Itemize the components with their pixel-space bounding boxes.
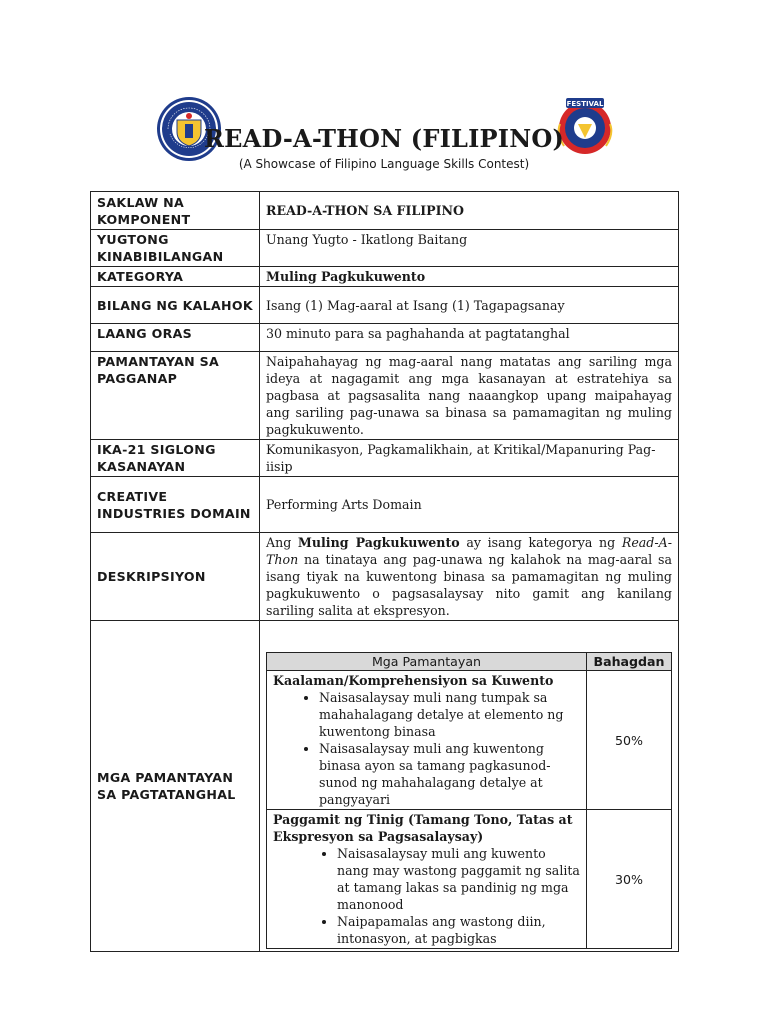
label-saklaw: SAKLAW NA KOMPONENT <box>91 192 260 230</box>
value-yugto: Unang Yugto - Ikatlong Baitang <box>260 230 679 267</box>
label-oras: LAANG ORAS <box>91 324 260 352</box>
page-subtitle: (A Showcase of Filipino Language Skills Contest) <box>238 157 530 171</box>
value-pagtatanghal <box>260 621 679 952</box>
desc-prefix: Ang <box>266 535 298 550</box>
criteria-title: Kaalaman/Komprehensiyon sa Kuwento <box>273 673 554 688</box>
criteria-header: Mga Pamantayan <box>267 653 587 671</box>
label-kategorya: KATEGORYA <box>91 267 260 287</box>
criteria-cell <box>267 671 587 810</box>
desc-suffix: na tinataya ang pag-unawa ng kalahok na mag-aaral sa isang tiyak na kuwentong binasa sa pamamagitan ng muling pagkukuwento o pagsasalaysay nito gamit ang kanilang sariling salita at ekspresyon. <box>266 552 672 618</box>
row-saklaw <box>91 192 679 230</box>
desc-italic: Read-A-Thon <box>266 535 672 567</box>
row-pamantayan <box>91 352 679 440</box>
criteria-percent: 50% <box>587 671 672 810</box>
value-siglo: Komunikasyon, Pagkamalikhain, at Kritikal/Mapanuring Pag-iisip <box>260 440 679 477</box>
value-saklaw: READ-A-THON SA FILIPINO <box>260 192 679 230</box>
label-yugto: YUGTONG KINABIBILANGAN <box>91 230 260 267</box>
row-kategorya <box>91 267 679 287</box>
desc-middle: ay isang kategorya ng <box>459 535 622 550</box>
criteria-title: Paggamit ng Tinig (Tamang Tono, Tatas at Ekspresyon sa Pagsasalaysay) <box>273 812 573 844</box>
desc-bold: Muling Pagkukuwento <box>297 535 460 550</box>
row-siglo <box>91 440 679 477</box>
label-creative: CREATIVE INDUSTRIES DOMAIN <box>91 477 260 533</box>
festival-logo-text: FESTIVAL <box>566 100 604 108</box>
criteria-bullet: • Naisasalaysay muli ang kuwento nang may wastong paggamit ng salita at tamang lakas sa pandinig ng mga manonood <box>337 845 580 913</box>
criteria-bullet: • Naisasalaysay muli ang kuwentong binasa ayon sa tamang pagkasunod-sunod ng mahahalagang detalye at pangyayari <box>319 740 580 808</box>
value-kategorya: Muling Pagkukuwento <box>260 267 679 287</box>
criteria-percent: 30% <box>587 810 672 949</box>
value-pamantayan: Naipahahayag ng mag-aaral nang matatas ang sariling mga ideya at nagagamit ang mga kasanayan at estratehiya sa pagbasa at pagsasalita nang naaangkop upang maipahayag ang sariling pag-unawa sa binasa sa pamamagitan ng muling pagkukuwento. <box>260 352 679 440</box>
label-siglo: IKA-21 SIGLONG KASANAYAN <box>91 440 260 477</box>
label-deskripsiyon: DESKRIPSIYON <box>91 533 260 621</box>
row-yugto <box>91 230 679 267</box>
criteria-row <box>267 810 672 949</box>
criteria-bullet: • Naipapamalas ang wastong diin, intonasyon, at pagbigkas <box>337 913 580 947</box>
row-creative <box>91 477 679 533</box>
value-deskripsiyon <box>260 533 679 621</box>
contest-details-table <box>90 191 679 952</box>
criteria-row <box>267 671 672 810</box>
percent-header: Bahagdan <box>587 653 672 671</box>
criteria-header-row <box>267 653 672 671</box>
page-title: READ-A-THON (FILIPINO) <box>203 124 565 153</box>
value-creative: Performing Arts Domain <box>260 477 679 533</box>
label-pagtatanghal: MGA PAMANTAYAN SA PAGTATANGHAL <box>91 621 260 952</box>
row-deskripsiyon <box>91 533 679 621</box>
value-oras: 30 minuto para sa paghahanda at pagtatanghal <box>260 324 679 352</box>
row-oras <box>91 324 679 352</box>
label-pamantayan: PAMANTAYAN SA PAGGANAP <box>91 352 260 440</box>
label-kalahok: BILANG NG KALAHOK <box>91 287 260 324</box>
row-kalahok <box>91 287 679 324</box>
criteria-cell <box>267 810 587 949</box>
criteria-bullet: • Naisasalaysay muli nang tumpak sa mahahalagang detalye at elemento ng kuwentong binasa <box>319 689 580 740</box>
row-pagtatanghal <box>91 621 679 952</box>
value-kalahok: Isang (1) Mag-aaral at Isang (1) Tagapagsanay <box>260 287 679 324</box>
criteria-table <box>266 652 672 949</box>
